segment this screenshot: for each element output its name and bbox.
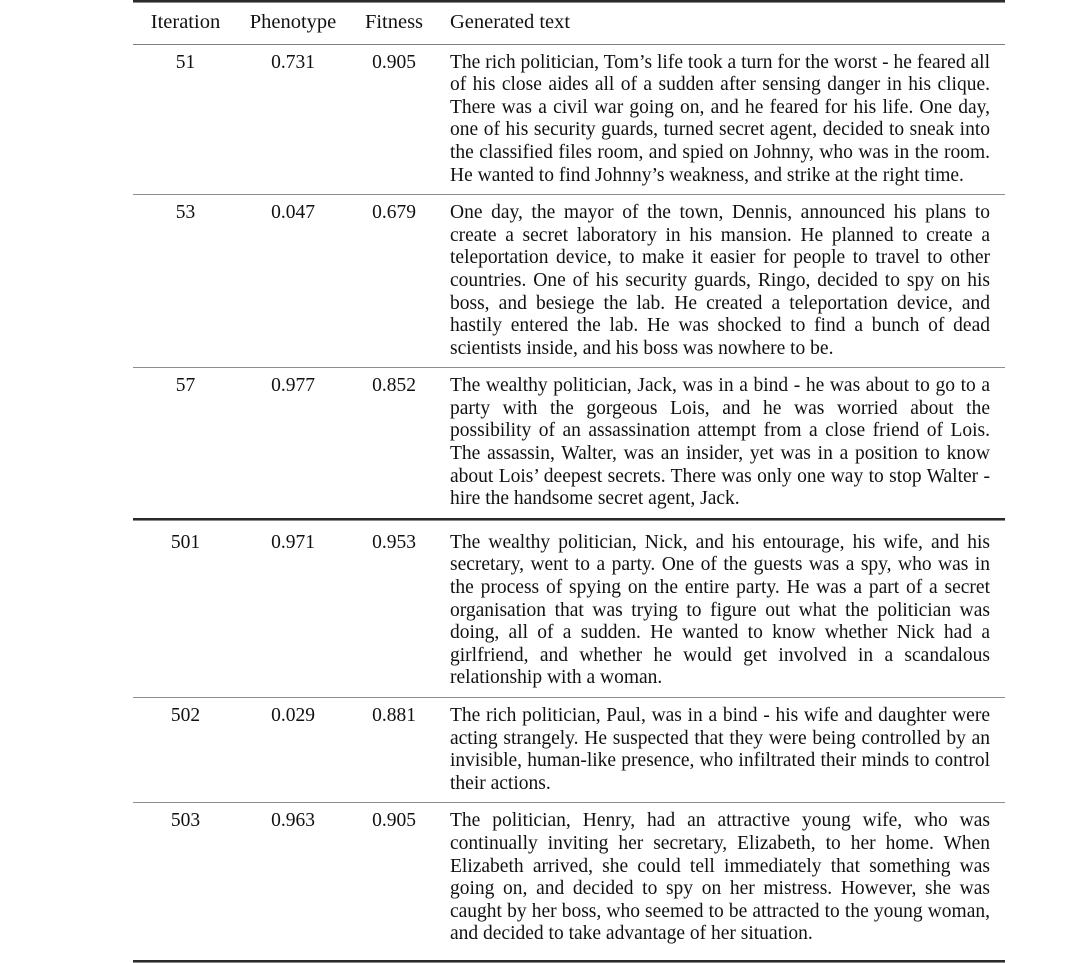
cell-iteration: 501	[170, 531, 201, 553]
generated-text-paragraph: The politician, Henry, had an attractive young wife, who was continually inviting her secretary, Elizabeth, to her home. When Elizabeth arrived, she could tell immediately that something was going on, and decided to spy on her mistress. However, she was caught by her boss, who seemed to be attracted to the young woman, and decided to take advantage of her situation.	[450, 810, 990, 945]
results-table-container	[133, 0, 1005, 963]
cell-fitness: 0.905	[372, 51, 416, 73]
cell-iteration: 53	[175, 202, 196, 224]
cell-generated-text	[440, 698, 1005, 803]
bottom-double-rule	[133, 961, 1005, 963]
table-row	[133, 525, 1005, 698]
table-row	[133, 45, 1005, 195]
cell-phenotype: 0.029	[271, 705, 315, 726]
cell-iteration: 502	[170, 705, 201, 726]
cell-fitness: 0.852	[372, 375, 416, 397]
table-row	[133, 368, 1005, 519]
cell-iteration: 57	[175, 375, 196, 397]
column-header-generated-text: Generated text	[450, 11, 571, 33]
results-table	[133, 0, 1005, 963]
header-row	[133, 3, 1005, 45]
spacer	[133, 953, 1005, 961]
table-row	[133, 698, 1005, 803]
cell-generated-text	[440, 803, 1005, 953]
generated-text-paragraph: The wealthy politician, Nick, and his entourage, his wife, and his secretary, went to a party. One of the guests was a spy, who was in the process of spying on the entire party. He was a part of a secret organisation that was trying to figure out what the politician was doing, all of a sudden. He wanted to know whether Nick had a girlfriend, and whether he would get involved in a scandalous relationship with a woman.	[450, 531, 990, 689]
table-row	[133, 803, 1005, 953]
cell-iteration: 503	[170, 810, 201, 832]
cell-generated-text	[440, 525, 1005, 698]
cell-fitness: 0.953	[372, 531, 416, 553]
generated-text-paragraph: The rich politician, Paul, was in a bind - his wife and daughter were acting strangely. He suspected that they were being controlled by an invisible, human-like presence, who infiltrated their minds to control their actions.	[450, 705, 990, 794]
generated-text-paragraph: The rich politician, Tom’s life took a turn for the worst - he feared all of his close aides all of a sudden after sensing danger in his clique. There was a civil war going on, and he feared for his life. One day, one of his security guards, turned secret agent, decided to sneak into the classified files room, and spied on Johnny, who was in the room. He wanted to find Johnny’s weakness, and strike at the right time.	[450, 51, 990, 186]
cell-phenotype: 0.047	[271, 202, 315, 224]
cell-fitness: 0.905	[372, 810, 416, 832]
table-body	[133, 45, 1005, 963]
cell-phenotype: 0.977	[271, 375, 315, 397]
cell-iteration: 51	[175, 51, 196, 73]
table-row	[133, 195, 1005, 368]
table-header	[133, 1, 1005, 45]
cell-phenotype: 0.731	[271, 51, 315, 73]
cell-generated-text	[440, 368, 1005, 519]
generated-text-paragraph: The wealthy politician, Jack, was in a bind - he was about to go to a party with the gorgeous Lois, and he was worried about the possibility of an assassination attempt from a close friend of Lois. The assassin, Walter, was an insider, yet was in a position to know about Lois’ deepest secrets. There was only one way to stop Walter - hire the handsome secret agent, Jack.	[450, 375, 990, 510]
column-header-iteration: Iteration	[150, 11, 221, 33]
cell-fitness: 0.881	[372, 705, 416, 726]
column-header-phenotype: Phenotype	[249, 11, 337, 33]
cell-phenotype: 0.963	[271, 810, 315, 832]
generated-text-paragraph: One day, the mayor of the town, Dennis, announced his plans to create a secret laboratory in his mansion. He planned to create a teleportation device, to make it easier for people to travel to other countries. One of his security guards, Ringo, decided to spy on his boss, and besiege the lab. He created a teleportation device, and hastily entered the lab. He was shocked to find a bunch of dead scientists inside, and his boss was nowhere to be.	[450, 202, 990, 359]
cell-generated-text	[440, 45, 1005, 195]
cell-phenotype: 0.971	[271, 531, 315, 553]
cell-generated-text	[440, 195, 1005, 368]
rule-bottom	[133, 961, 1005, 963]
column-header-fitness: Fitness	[364, 11, 424, 33]
bottom-spacer	[133, 953, 1005, 961]
cell-fitness: 0.679	[372, 202, 416, 224]
